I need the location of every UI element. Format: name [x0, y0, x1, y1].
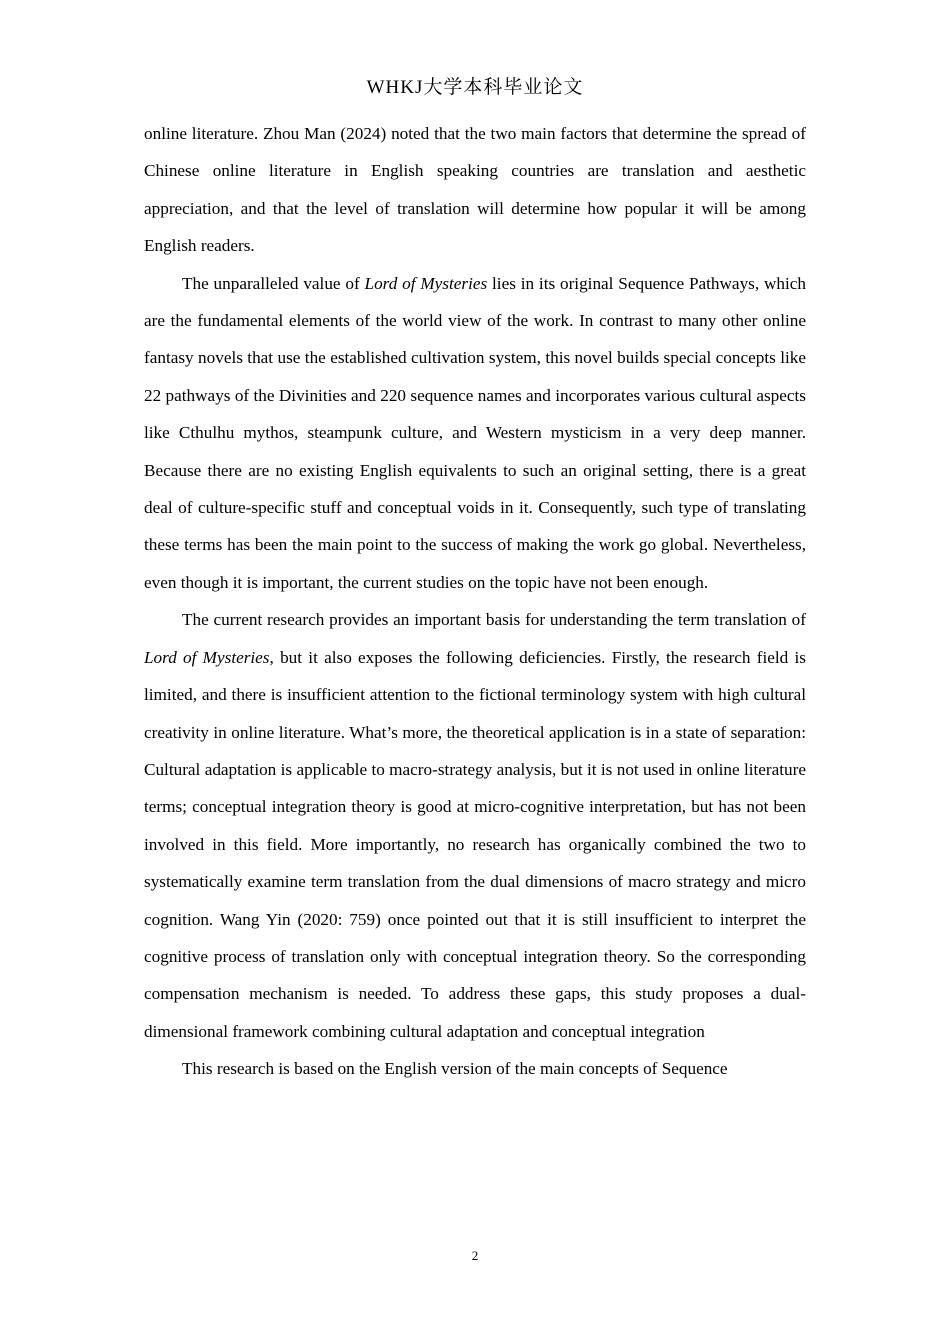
book-title-italic: Lord of Mysteries	[144, 647, 270, 667]
paragraph-text: The unparalleled value of	[182, 273, 365, 293]
page-number: 2	[471, 1248, 479, 1263]
paragraph-text: The current research provides an important basis for understanding the term translation of	[182, 610, 806, 630]
paragraph-lord-of-mysteries-value	[144, 265, 806, 602]
paragraph-continuation: online literature. Zhou Man (2024) noted that the two main factors that determine the spread of Chinese online literature in English speaking countries are translation and aesthetic appreciation, and that the level of translation will determine how popular it will be among English readers.	[144, 124, 806, 256]
paragraph-research-basis: This research is based on the English version of the main concepts of Sequence	[182, 1059, 728, 1079]
body-text	[144, 115, 806, 1088]
header-rule	[143, 104, 806, 105]
paragraph-text: , but it also exposes the following deficiencies. Firstly, the research field is limited, and there is insufficient attention to the fictional terminology system with high cultural creativity in online literature. What’s more, the theoretical application is in a state of separation: Cultural adaptation is applicable to macro-strategy analysis, but it is not used in online literature terms; conceptual integration theory is good at micro-cognitive interpretation, but has not been involved in this field. More importantly, no research has organically combined the two to systematically examine term translation from the dual dimensions of macro strategy and micro cognition. Wang Yin (2020: 759) once pointed out that it is still insufficient to interpret the cognitive process of translation only with conceptual integration theory. So the corresponding compensation mechanism is needed. To address these gaps, this study proposes a dual-dimensional framework combining cultural adaptation and conceptual integration	[144, 647, 806, 1041]
paragraph-research-deficiencies	[144, 601, 806, 1050]
book-title-italic: Lord of Mysteries	[364, 273, 488, 293]
running-header: WHKJ大学本科毕业论文	[366, 77, 584, 98]
paragraph-text: lies in its original Sequence Pathways, which are the fundamental elements of the world view of the work. In contrast to many other online fantasy novels that use the established cultivation system, this novel builds special concepts like 22 pathways of the Divinities and 220 sequence names and incorporates various cultural aspects like Cthulhu mythos, steampunk culture, and Western mysticism in a very deep manner. Because there are no existing English equivalents to such an original setting, there is a great deal of culture-specific stuff and conceptual voids in it. Consequently, such type of translating these terms has been the main point to the success of making the work go global. Nevertheless, even though it is important, the current studies on the topic have not been enough.	[144, 273, 806, 592]
